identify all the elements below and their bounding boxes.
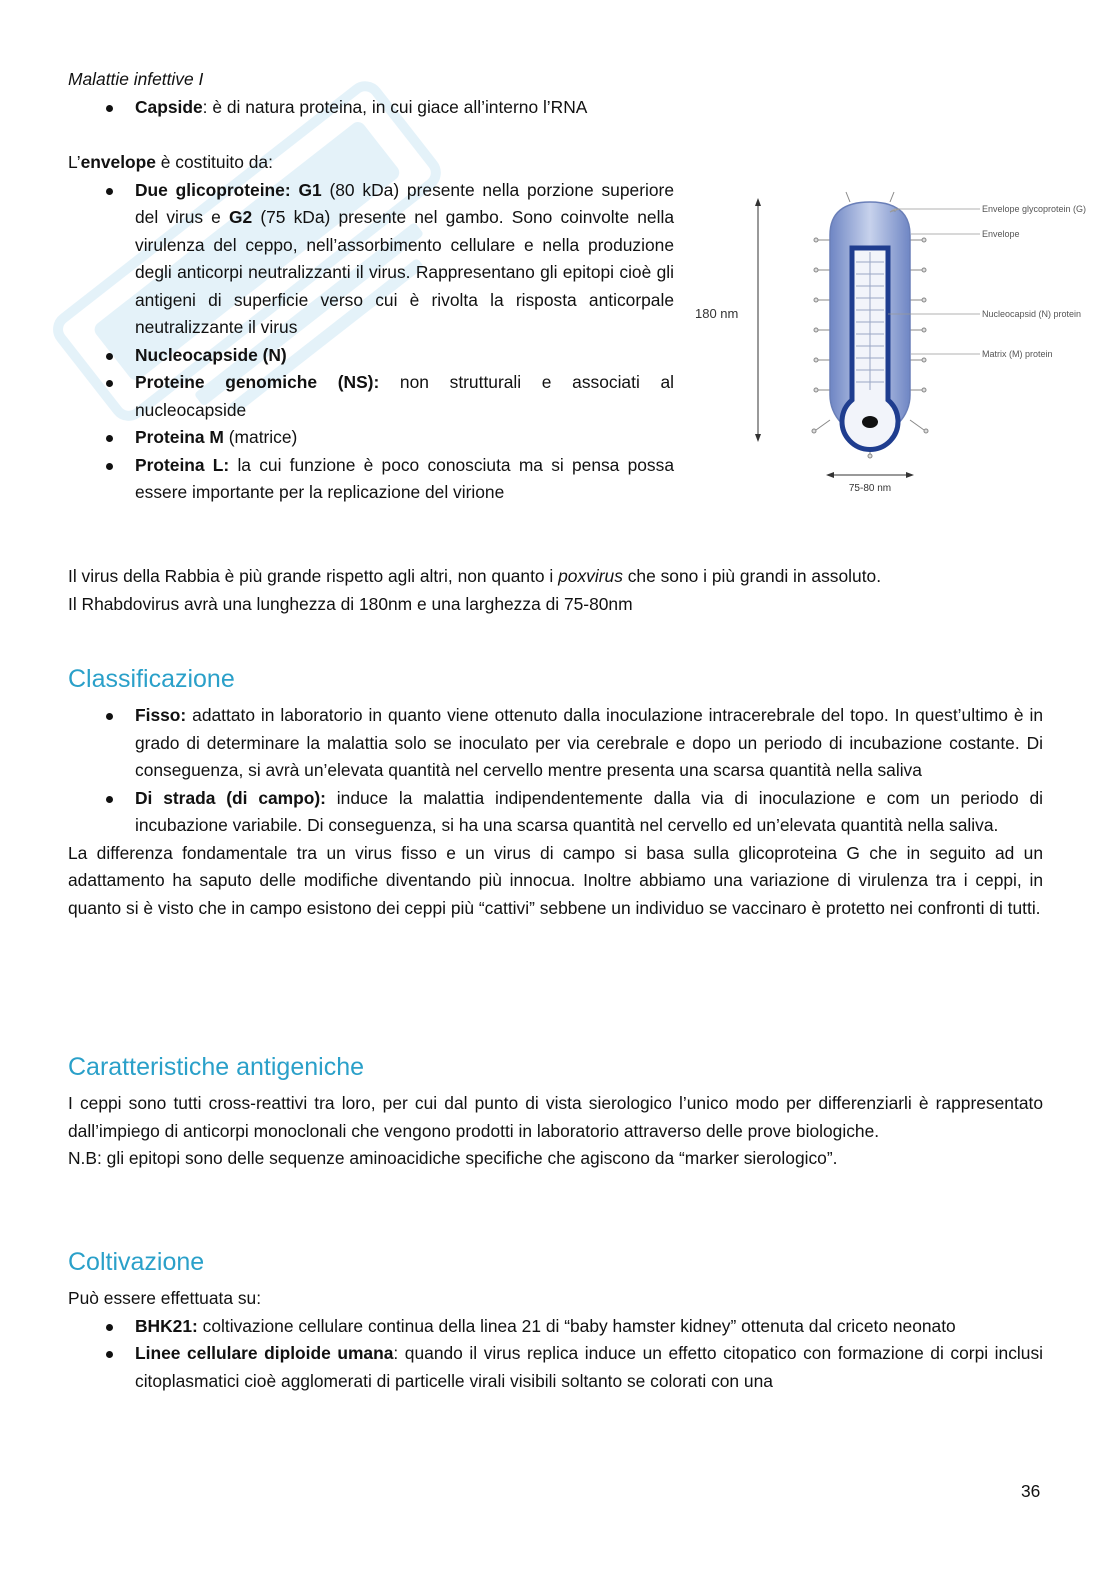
antigeniche-section [68,1050,1043,1173]
antigeniche-note: N.B: gli epitopi sono delle sequenze aminoacidiche specifiche che agiscono da “marker sierologico”. [68,1148,838,1168]
list-item: Proteina M (matrice) [68,424,674,452]
capside-section [68,94,688,122]
list-item: BHK21: coltivazione cellulare continua della linea 21 di “baby hamster kidney” ottenuta dal criceto neonato [68,1313,1043,1341]
envelope-list [68,177,674,507]
coltivazione-lead: Può essere effettuata su: [68,1288,262,1308]
running-header: Malattie infettive I [68,69,204,89]
list-item: Nucleocapside (N) [68,342,674,370]
classificazione-paragraph: La differenza fondamentale tra un virus fisso e un virus di campo si basa sulla glicoproteina G che in seguito ad un adattamento ha saputo delle modifiche diventando più innocua. Inoltre abbiamo una variazione di virulenza tra i ceppi, in quanto si è visto che in campo esistono dei ceppi più “cattivi” sebbene un individuo se vaccinaro è protetto nei confronti di tutti. [68,842,1043,918]
page-number: 36 [1021,1481,1041,1501]
label-matrix: Matrix (M) protein [982,349,1053,359]
label-glycoprotein: Envelope glycoprotein (G) [982,204,1087,214]
list-item: Proteine genomiche (NS): non strutturali e associati al nucleocapside [68,369,674,424]
list-item: Linee cellulare diploide umana: quando il virus replica induce un effetto citopatico con formazione di corpi inclusi citoplasmatici cioè agglomerati di particelle virali visibili soltanto se colorati con una [68,1340,1043,1395]
list-item: Fisso: adattato in laboratorio in quanto viene ottenuto dalla inoculazione intracerebrale del topo. In quest’ultimo è in grado di determinare la malattia solo se inoculato per via cerebrale e dopo un periodo di incubazione costante. Di conseguenza, si avrà un’elevata quantità nel cervello mentre presenta una scarsa quantità nella saliva [68,702,1043,785]
section-heading: Coltivazione [68,1248,205,1276]
envelope-lead: L’envelope è costituito da: [68,152,273,172]
list-item: Di strada (di campo): induce la malattia indipendentemente dalla via di inoculazione e com un periodo di incubazione variabile. Di conseguenza, si ha una scarsa quantità nel cervello ed un’elevata quantità nella saliva. [68,785,1043,840]
list-item: Due glicoproteine: G1 (80 kDa) presente nella porzione superiore del virus e G2 (75 kDa) presente nel gambo. Sono coinvolte nella virulenza del ceppo, nell’assorbimento cellulare e nella produzione degli anticorpi neutralizzanti il virus. Rappresentano gli epitopi cioè gli antigeni di superficie verso cui è rivolta la risposta anticorpale neutralizzante il virus [68,177,674,342]
core [862,416,878,428]
list-item: Proteina L: la cui funzione è poco conosciuta ma si pensa possa essere importante per la replicazione del virione [68,452,674,507]
section-heading: Classificazione [68,665,235,693]
label-nucleocapsid: Nucleocapsid (N) protein [982,309,1082,319]
antigeniche-paragraph: I ceppi sono tutti cross-reattivi tra loro, per cui dal punto di vista sierologico l’unico modo per differenziarli è rappresentato dall’impiego di anticorpi monoclonali che vengono prodotti in laboratorio attraverso delle prove biologiche. [68,1093,1043,1141]
section-heading: Caratteristiche antigeniche [68,1053,364,1081]
length-label: 180 nm [695,306,739,321]
rhabdovirus-diagram [690,190,1087,500]
coltivazione-section [68,1245,1043,1395]
classificazione-section [68,662,1043,922]
width-label: 75-80 nm [848,483,892,494]
label-envelope: Envelope [982,229,1020,239]
envelope-section [68,149,674,507]
list-item: Capside: è di natura proteina, in cui giace all’interno l’RNA [68,94,688,122]
size-paragraph: Il virus della Rabbia è più grande rispetto agli altri, non quanto i poxvirus che sono i più grandi in assoluto. Il Rhabdovirus avrà una lunghezza di 180nm e una larghezza di 75-80nm [68,566,882,614]
